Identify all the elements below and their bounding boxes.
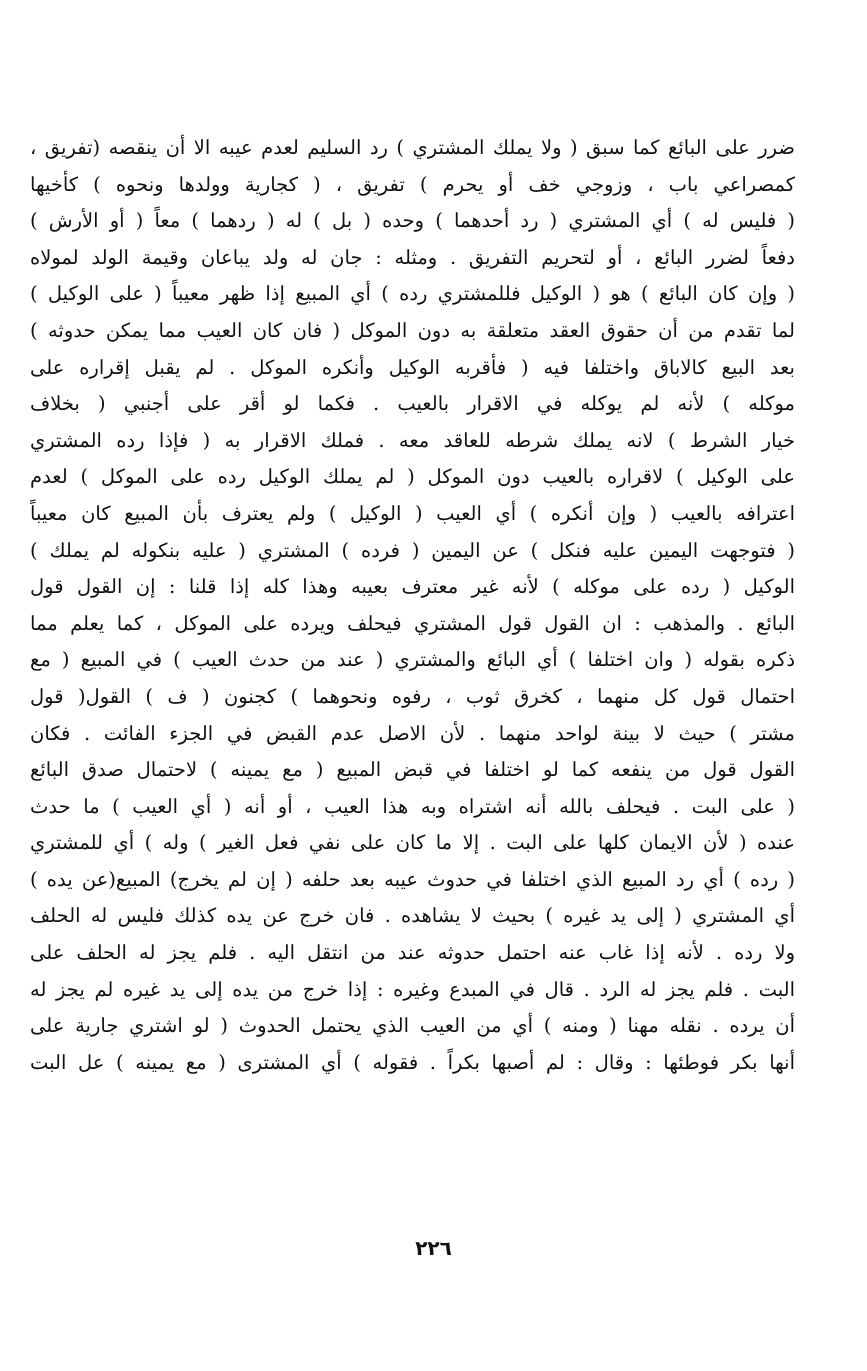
text-line: البائع . والمذهب : ان القول قول المشتري فيحلف ويرده على الموكل ، كما يعلم مما [30, 611, 795, 635]
text-line: دفعاً لضرر البائع ، أو لتحريم التفريق . ومثله : جان له ولد يباعان وقيمة الولد لمولاه [30, 245, 795, 269]
text-line: اعترافه بالعيب ( وإن أنكره ) أي العيب ( الوكيل ) ولم يعترف بأن المبيع كان معيباً [30, 501, 795, 525]
text-line: ولا رده . لأنه إذا غاب عنه احتمل حدوثه عند من انتقل اليه . فلم يجز له الحلف على [30, 941, 795, 965]
text-line: ( وإن كان البائع ) هو ( الوكيل فللمشتري رده ) أي المبيع إذا ظهر معيباً ( على الوكيل ) [30, 282, 795, 306]
text-line: ( فليس له ) أي المشتري ( رد أحدهما ) وحده ( بل ) له ( ردهما ) معاً ( أو الأرش ) [30, 209, 795, 233]
text-line: الوكيل ( رده على موكله ) لأنه غير معترف بعيبه وهذا كله إذا قلنا : إن القول قول [30, 575, 795, 599]
text-line: أن يرده . نقله مهنا ( ومنه ) أي من العيب الذي يحتمل الحدوث ( لو اشتري جارية على [30, 1014, 795, 1038]
text-line: موكله ) لأنه لم يوكله في الاقرار بالعيب . فكما لو أقر على أجنبي ( بخلاف [30, 392, 795, 416]
text-line: على الوكيل ) لاقراره بالعيب دون الموكل ( لم يملك الوكيل رده على الموكل ) لعدم [30, 465, 795, 489]
text-line: كمصراعي باب ، وزوجي خف أو يحرم ) تفريق ، ( كجارية وولدها ونحوه ) كأخيها [30, 172, 795, 196]
text-line: القول قول من ينفعه كما لو اختلفا في قبض المبيع ( مع يمينه ) لاحتمال صدق البائع [30, 758, 795, 782]
text-line: أنها بكر فوطئها : وقال : لم أصبها بكراً . فقوله ) أي المشترى ( مع يمينه ) عل البت [30, 1050, 795, 1074]
text-line: البت . فلم يجز له الرد . قال في المبدع وغيره : إذا خرج من يده إلى يد غيره لم يجز له [30, 977, 795, 1001]
text-line: ( على البت . فيحلف بالله أنه اشتراه وبه هذا العيب ، أو أنه ( أي العيب ) ما حدث [30, 794, 795, 818]
text-line: ذكره بقوله ( وان اختلفا ) أي البائع والمشتري ( عند من حدث العيب ) في المبيع ( مع [30, 648, 795, 672]
text-line: مشتر ) حيث لا بينة لواحد منهما . لأن الاصل عدم القبض في الجزء الفائت . فكان [30, 721, 795, 745]
text-line: ( رده ) أي رد المبيع الذي اختلفا في حدوث عيبه بعد حلفه ( إن لم يخرج) المبيع(عن يده ) [30, 867, 795, 891]
body-text [30, 130, 795, 1081]
text-line: خيار الشرط ) لانه يملك شرطه للعاقد معه . فملك الاقرار به ( فإذا رده المشتري [30, 428, 795, 452]
text-line: عنده ( لأن الايمان كلها على البت . إلا ما كان على نفي فعل الغير ) وله ) أي للمشتري [30, 831, 795, 855]
text-line: ضرر على البائع كما سبق ( ولا يملك المشتري ) رد السليم لعدم عيبه الا أن ينقصه (تفريق ، [30, 136, 795, 159]
text-line: أي المشتري ( إلى يد غيره ) بحيث لا يشاهده . فان خرج عن يده كذلك فليس له الحلف [30, 904, 795, 928]
text-line: لما تقدم من أن حقوق العقد متعلقة به دون الموكل ( فان كان العيب مما يمكن حدوثه ) [30, 318, 795, 342]
text-line: احتمال قول كل منهما ، كخرق ثوب ، رفوه ونحوهما ) كجنون ( ف ) القول( قول [30, 684, 795, 708]
text-line: ( فتوجهت اليمين عليه فنكل ) عن اليمين ( فرده ) المشتري ( عليه بنكوله لم يملك ) [30, 538, 795, 562]
text-line: بعد البيع كالاباق واختلفا فيه ( فأقربه الوكيل وأنكره الموكل . لم يقبل إقراره على [30, 355, 795, 379]
page-number: ٢٢٦ [415, 1236, 452, 1260]
